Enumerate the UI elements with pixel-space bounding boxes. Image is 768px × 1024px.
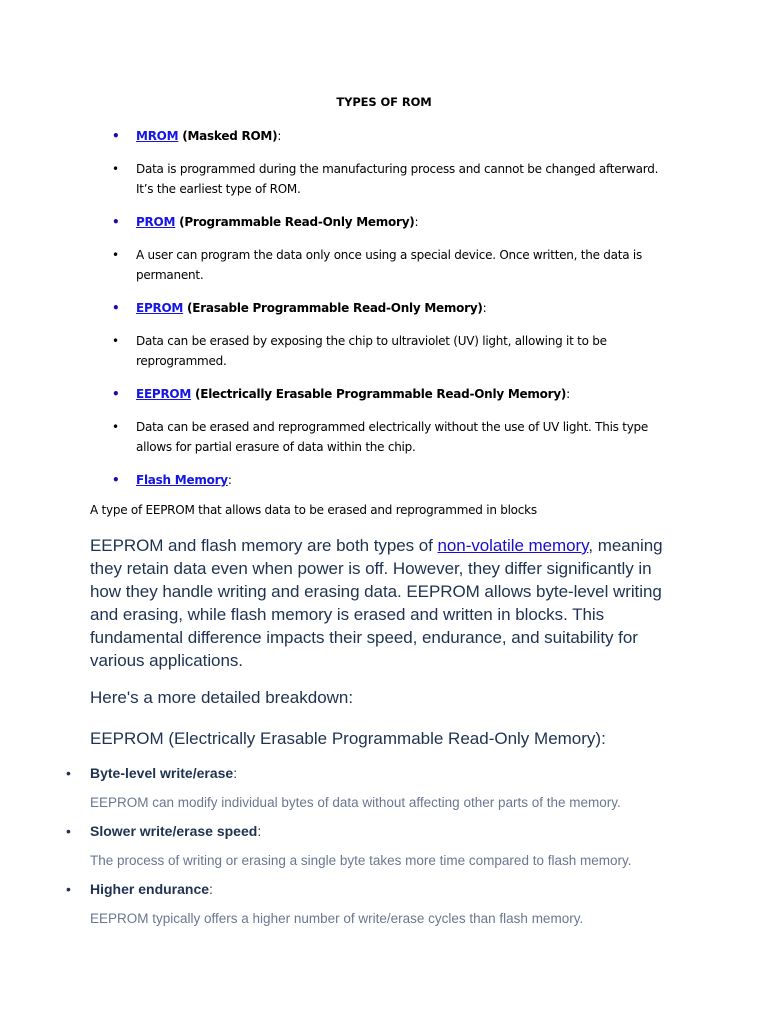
feature-item — [66, 822, 686, 870]
rom-types-list — [112, 126, 672, 503]
feature-description: EEPROM typically offers a higher number of write/erase cycles than flash memory. — [90, 911, 584, 926]
colon: : — [209, 881, 213, 897]
list-item-mrom-desc — [112, 159, 672, 199]
feature-description: The process of writing or erasing a single byte takes more time compared to flash memory. — [90, 853, 632, 868]
feature-description: EEPROM can modify individual bytes of data without affecting other parts of the memory. — [90, 795, 621, 810]
link-prom[interactable]: PROM — [136, 215, 176, 229]
link-non-volatile-memory[interactable]: non-volatile memory — [437, 536, 589, 555]
feature-item — [66, 764, 686, 812]
list-item-prom — [112, 212, 672, 232]
feature-title — [66, 822, 686, 840]
eeprom-subheading: EEPROM (Electrically Erasable Programmable Read-Only Memory): — [90, 729, 606, 748]
bullet: • — [112, 334, 119, 348]
bullet: • — [112, 473, 120, 487]
item-label: (Masked ROM) — [178, 129, 278, 143]
bullet: • — [112, 420, 119, 434]
list-item-mrom — [112, 126, 672, 146]
colon: : — [227, 473, 232, 487]
bullet: • — [112, 162, 119, 176]
link-mrom[interactable]: MROM — [136, 129, 179, 143]
feature-title-text: Higher endurance — [90, 881, 210, 897]
colon: : — [257, 823, 262, 839]
item-text: Data is programmed during the manufacturing process and cannot be changed afterward. It’s the earliest type of ROM. — [136, 162, 659, 196]
colon: : — [566, 387, 570, 401]
list-item-flash-memory — [112, 470, 672, 490]
feature-title-text: Byte-level write/erase — [90, 765, 234, 781]
feature-title — [66, 764, 686, 782]
bullet: • — [66, 765, 71, 781]
bullet: • — [112, 387, 120, 401]
feature-title-text: Slower write/erase speed — [90, 823, 258, 839]
article-section — [90, 534, 680, 760]
item-text: A user can program the data only once using a special device. Once written, the data is permanent. — [136, 248, 642, 282]
breakdown-heading: Here's a more detailed breakdown: — [90, 688, 354, 707]
bullet: • — [112, 248, 119, 262]
bullet: • — [112, 301, 120, 315]
item-label: (Electrically Erasable Programmable Read-Only Memory) — [191, 387, 567, 401]
eeprom-features-list — [66, 764, 686, 938]
item-text: Data can be erased by exposing the chip to ultraviolet (UV) light, allowing it to be reprogrammed. — [136, 334, 607, 368]
feature-title — [66, 880, 686, 898]
bullet: • — [112, 129, 120, 143]
colon: : — [414, 215, 419, 229]
link-eprom[interactable]: EPROM — [136, 301, 184, 315]
bullet: • — [112, 215, 120, 229]
intro-paragraph — [90, 534, 680, 672]
link-flash-memory[interactable]: Flash Memory — [136, 473, 228, 487]
intro-text-after: , meaning they retain data even when power is off. However, they differ significantly in how they handle writing and erasing data. EEPROM allows byte-level writing and erasing, while flash memory is erased and written in blocks. This fundamental difference impacts their speed, endurance, and suitability for various applications. — [90, 536, 663, 670]
item-label: (Programmable Read-Only Memory) — [175, 215, 415, 229]
flash-memory-note: A type of EEPROM that allows data to be erased and reprogrammed in blocks — [90, 503, 537, 517]
link-eeprom[interactable]: EEPROM — [136, 387, 192, 401]
colon: : — [233, 765, 238, 781]
page-title: TYPES OF ROM — [336, 95, 432, 109]
item-label: (Erasable Programmable Read-Only Memory) — [183, 301, 483, 315]
bullet: • — [66, 881, 71, 897]
item-text: Data can be erased and reprogrammed electrically without the use of UV light. This type allows for partial erasure of data within the chip. — [136, 420, 649, 454]
colon: : — [277, 129, 282, 143]
list-item-eprom — [112, 298, 672, 318]
feature-item — [66, 880, 686, 928]
bullet: • — [66, 823, 71, 839]
intro-text-before: EEPROM and flash memory are both types of — [90, 536, 438, 555]
list-item-eeprom — [112, 384, 672, 404]
list-item-eprom-desc — [112, 331, 672, 371]
colon: : — [482, 301, 487, 315]
list-item-eeprom-desc — [112, 417, 672, 457]
list-item-prom-desc — [112, 245, 672, 285]
